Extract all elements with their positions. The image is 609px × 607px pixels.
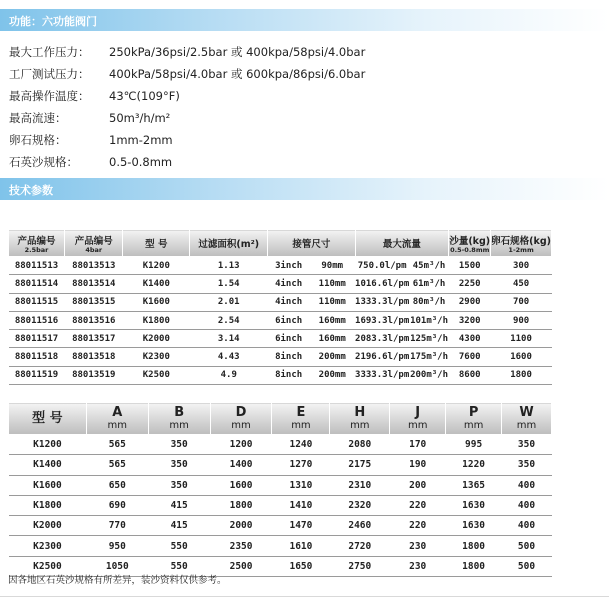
section-header-function <box>0 9 609 31</box>
table-row <box>9 348 552 366</box>
table-cell: 4inch <box>268 275 310 293</box>
table-cell: 3333.3l/pm <box>355 366 409 384</box>
column-header-label: B <box>174 405 185 420</box>
table-cell: 415 <box>148 495 210 515</box>
column-header-unit: mm <box>291 420 311 431</box>
table-cell: 88013516 <box>65 311 123 329</box>
table-cell: 4.43 <box>190 348 268 366</box>
column-header-label: A <box>112 405 123 420</box>
table-cell: 500 <box>502 556 552 576</box>
table-cell: 750.0l/pm <box>355 257 409 275</box>
table-cell: 950 <box>86 536 148 556</box>
table-cell: 1600 <box>491 348 552 366</box>
column-header-label: J <box>415 405 421 420</box>
table-cell: 1410 <box>272 495 330 515</box>
table-row <box>9 516 552 536</box>
column-header-label: 产品编号 <box>74 235 113 247</box>
table-cell: 200 <box>390 475 446 495</box>
table-cell: 3200 <box>449 311 491 329</box>
table-cell: 88013514 <box>65 275 123 293</box>
table-cell: 565 <box>86 455 148 475</box>
table-cell: 1610 <box>272 536 330 556</box>
column-header-label: 卵石规格(kg) <box>491 235 551 247</box>
table-cell: 2720 <box>330 536 390 556</box>
table-cell: 450 <box>491 275 552 293</box>
table-cell: 6inch <box>268 330 310 348</box>
table-cell: 88011519 <box>9 366 65 384</box>
column-header <box>65 230 123 257</box>
table-cell: 770 <box>86 516 148 536</box>
column-header-unit: mm <box>407 420 428 431</box>
section-header-tech <box>0 178 609 200</box>
table-cell: 110mm <box>309 293 355 311</box>
table-row <box>9 455 552 475</box>
table-cell: 550 <box>148 556 210 576</box>
table-cell: 2.54 <box>190 311 268 329</box>
table-cell: 1500 <box>449 257 491 275</box>
spec-value: 1mm-2mm <box>109 133 173 147</box>
table-row <box>9 366 552 384</box>
spec-label: 最大工作压力： <box>9 45 90 59</box>
column-header-label: E <box>296 405 306 420</box>
table-cell: 88011514 <box>9 275 65 293</box>
table-cell: 415 <box>148 516 210 536</box>
spec-row <box>9 44 365 60</box>
table-cell: 400 <box>502 516 552 536</box>
spec-label: 工厂测试压力： <box>9 67 90 81</box>
table-cell: 110mm <box>309 275 355 293</box>
spec-row <box>9 154 172 170</box>
table-cell: 2500 <box>210 556 272 576</box>
table-cell: 1800 <box>210 495 272 515</box>
table-cell: 220 <box>390 516 446 536</box>
column-header-sub: 1-2mm <box>508 245 534 254</box>
table-cell: 88013515 <box>65 293 123 311</box>
column-header <box>148 403 210 435</box>
table-cell: 1630 <box>446 495 502 515</box>
table-cell: 175m³/h <box>409 348 449 366</box>
footnote: 因各地区石英沙规格有所差异，装沙资料仅供参考。 <box>8 575 227 586</box>
column-header-label: W <box>519 405 534 420</box>
spec-value: 50m³/h/m² <box>109 111 171 125</box>
table-cell: 190 <box>390 455 446 475</box>
table-cell: K1400 <box>9 455 87 475</box>
table-cell: 61m³/h <box>409 275 449 293</box>
column-header-label: 接管尺寸 <box>292 239 331 250</box>
table-cell: K2000 <box>123 330 190 348</box>
table-cell: 8inch <box>268 366 310 384</box>
column-header <box>210 403 272 435</box>
table-cell: 1310 <box>272 475 330 495</box>
table-cell: 1800 <box>446 536 502 556</box>
table-cell: 7600 <box>449 348 491 366</box>
table-cell: K2000 <box>9 516 87 536</box>
product-table <box>8 229 552 385</box>
table-cell: 350 <box>502 435 552 455</box>
column-header <box>491 230 552 257</box>
column-header <box>272 403 330 435</box>
table-cell: 500 <box>502 536 552 556</box>
column-header-sub: 2.5bar <box>24 245 49 254</box>
table-cell: 4300 <box>449 330 491 348</box>
table-cell: 2320 <box>330 495 390 515</box>
spec-value: 43℃(109°F) <box>109 89 180 103</box>
spec-label: 卵石规格： <box>9 133 67 147</box>
table-cell: 88011513 <box>9 257 65 275</box>
table-cell: 1100 <box>491 330 552 348</box>
table-cell: 1.54 <box>190 275 268 293</box>
table-cell: 3.14 <box>190 330 268 348</box>
column-header <box>502 403 552 435</box>
table-cell: 1400 <box>210 455 272 475</box>
table-cell: 160mm <box>309 330 355 348</box>
spec-label: 最高操作温度： <box>9 89 90 103</box>
column-header-label: 最大流量 <box>382 239 421 250</box>
table-cell: 101m³/h <box>409 311 449 329</box>
table-cell: 80m³/h <box>409 293 449 311</box>
table-cell: 700 <box>491 293 552 311</box>
table-cell: 2900 <box>449 293 491 311</box>
table-cell: 230 <box>390 536 446 556</box>
table-row <box>9 311 552 329</box>
column-header-unit: mm <box>107 420 128 431</box>
table-cell: 200mm <box>309 366 355 384</box>
column-header-unit: mm <box>463 420 484 431</box>
table-cell: 650 <box>86 475 148 495</box>
column-header-unit: mm <box>169 420 189 431</box>
table-cell: 88013518 <box>65 348 123 366</box>
section-title: 功能：六功能阀门 <box>9 15 97 28</box>
table-cell: 565 <box>86 435 148 455</box>
table-cell: 200mm <box>309 348 355 366</box>
table-cell: 88013513 <box>65 257 123 275</box>
table-row <box>9 330 552 348</box>
spec-row <box>9 110 170 126</box>
spec-label: 最高流速： <box>9 111 67 125</box>
column-header-label: 沙量(kg) <box>449 235 491 247</box>
table-cell: 160mm <box>309 311 355 329</box>
table-cell: 2000 <box>210 516 272 536</box>
table-cell: 550 <box>148 536 210 556</box>
column-header <box>9 403 87 435</box>
column-header <box>86 403 148 435</box>
column-header <box>268 230 355 257</box>
table-cell: 88011515 <box>9 293 65 311</box>
column-header-sub: 4bar <box>85 245 103 254</box>
table-cell: 3inch <box>268 257 310 275</box>
column-header <box>330 403 390 435</box>
column-header <box>449 230 491 257</box>
column-header-unit: mm <box>231 420 251 431</box>
table-cell: 1220 <box>446 455 502 475</box>
table-cell: 2196.6l/pm <box>355 348 409 366</box>
table-cell: 200m³/h <box>409 366 449 384</box>
table-cell: K1600 <box>123 293 190 311</box>
column-header-label: H <box>354 405 366 420</box>
table-cell: K2300 <box>9 536 87 556</box>
table-cell: 350 <box>502 455 552 475</box>
column-header <box>123 230 190 257</box>
table-cell: 2460 <box>330 516 390 536</box>
table-cell: 230 <box>390 556 446 576</box>
spec-value: 0.5-0.8mm <box>109 155 173 169</box>
column-header <box>355 230 449 257</box>
spec-value: 250kPa/36psi/2.5bar 或 400kpa/58psi/4.0bar <box>109 45 366 59</box>
section-title: 技术参数 <box>9 184 53 197</box>
table-cell: 400 <box>502 475 552 495</box>
dimension-table <box>8 402 552 577</box>
table-cell: 6inch <box>268 311 310 329</box>
table-cell: K1800 <box>123 311 190 329</box>
table-cell: 4inch <box>268 293 310 311</box>
spec-row <box>9 66 365 82</box>
table-cell: 1630 <box>446 516 502 536</box>
table-cell: 8inch <box>268 348 310 366</box>
table-row <box>9 495 552 515</box>
table-cell: 1600 <box>210 475 272 495</box>
column-header <box>446 403 502 435</box>
column-header <box>390 403 446 435</box>
table-cell: 1240 <box>272 435 330 455</box>
table-cell: K1400 <box>123 275 190 293</box>
table-cell: 2250 <box>449 275 491 293</box>
table-cell: 2350 <box>210 536 272 556</box>
table-cell: 1470 <box>272 516 330 536</box>
table-cell: 1693.3l/pm <box>355 311 409 329</box>
table-cell: 2.01 <box>190 293 268 311</box>
spec-value: 400kPa/58psi/4.0bar 或 600kpa/86psi/6.0bar <box>109 67 366 81</box>
table-cell: 4.9 <box>190 366 268 384</box>
table-cell: 690 <box>86 495 148 515</box>
table-cell: 350 <box>148 455 210 475</box>
column-header-label: D <box>235 405 247 420</box>
table-cell: 1800 <box>446 556 502 576</box>
table-row <box>9 475 552 495</box>
table-cell: K2300 <box>123 348 190 366</box>
column-header-sub: 0.5-0.8mm <box>450 245 490 254</box>
table-cell: 88011516 <box>9 311 65 329</box>
table-cell: 1016.6l/pm <box>355 275 409 293</box>
table-cell: 350 <box>148 435 210 455</box>
table-cell: K1200 <box>123 257 190 275</box>
table-row <box>9 293 552 311</box>
column-header-label: P <box>468 405 479 420</box>
table-cell: 995 <box>446 435 502 455</box>
table-cell: 170 <box>390 435 446 455</box>
table-cell: 1333.3l/pm <box>355 293 409 311</box>
table-cell: 2310 <box>330 475 390 495</box>
table-cell: 1270 <box>272 455 330 475</box>
column-header-label: 过滤面积(m²) <box>198 239 260 250</box>
table-row <box>9 257 552 275</box>
table-cell: 900 <box>491 311 552 329</box>
column-header-label: 型 号 <box>145 239 168 250</box>
table-cell: 88011518 <box>9 348 65 366</box>
table-cell: 1650 <box>272 556 330 576</box>
table-cell: 88013517 <box>65 330 123 348</box>
column-header-label: 产品编号 <box>17 235 56 247</box>
table-cell: 400 <box>502 495 552 515</box>
table-cell: 300 <box>491 257 552 275</box>
table-cell: 88013519 <box>65 366 123 384</box>
table-cell: 88011517 <box>9 330 65 348</box>
spec-label: 石英沙规格： <box>9 155 78 169</box>
table-cell: 1.13 <box>190 257 268 275</box>
table-cell: 1200 <box>210 435 272 455</box>
table-cell: 90mm <box>309 257 355 275</box>
table-cell: 8600 <box>449 366 491 384</box>
table-cell: 2750 <box>330 556 390 576</box>
table-row <box>9 275 552 293</box>
table-cell: 220 <box>390 495 446 515</box>
table-cell: 125m³/h <box>409 330 449 348</box>
column-header-unit: mm <box>350 420 370 431</box>
table-cell: K1600 <box>9 475 87 495</box>
column-header <box>9 230 65 257</box>
divider <box>0 596 609 597</box>
table-cell: 350 <box>148 475 210 495</box>
spec-row <box>9 88 180 104</box>
table-cell: K2500 <box>9 556 87 576</box>
table-cell: 2083.3l/pm <box>355 330 409 348</box>
table-cell: 2175 <box>330 455 390 475</box>
table-cell: K2500 <box>123 366 190 384</box>
table-cell: K1200 <box>9 435 87 455</box>
spec-row <box>9 132 173 148</box>
column-header-unit: mm <box>516 420 537 431</box>
table-cell: 45m³/h <box>409 257 449 275</box>
table-cell: 2080 <box>330 435 390 455</box>
table-cell: 1365 <box>446 475 502 495</box>
table-row <box>9 435 552 455</box>
table-cell: 1050 <box>86 556 148 576</box>
column-header <box>190 230 268 257</box>
table-cell: 1800 <box>491 366 552 384</box>
table-row <box>9 536 552 556</box>
table-cell: K1800 <box>9 495 87 515</box>
column-header-label: 型 号 <box>32 410 63 426</box>
